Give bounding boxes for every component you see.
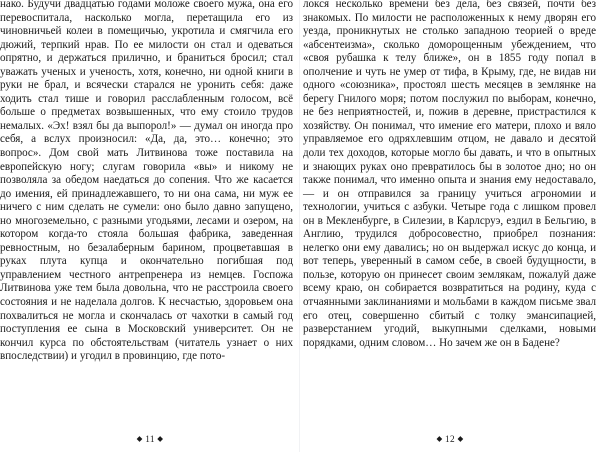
diamond-ornament-icon: ◆ — [157, 433, 164, 443]
left-page-folio — [0, 433, 304, 446]
left-page-body-text: нако. Будучи двадцатью годами моложе своего мужа, она его перевоспитала, насколько могла, перетащила его из чиновничьей колеи в помещичью, укротила и смягчила его дюжий, терпкий нрав. По ее милости он стал и одеваться опрятно, и держаться прилично, и браниться бросил; стал уважать ученых и ученость, хотя, конечно, ни одной книги в руки не брал, и всячески старался не уронить себя: даже ходить стал тише и говорил расслабленным голосом, всё больше о предметах возвышенных, что ему стоило трудов немалых. «Эх! взял бы да выпорол!» — думал он иногда про себя, а вслух произносил: «Да, да, это… конечно; это вопрос». Дом свой мать Литвинова тоже поставила на европейскую ногу; слугам говорила «вы» и никому не позволяла за обедом наедаться до сопения. Что же касается до имения, ей принадлежавшего, то ни она сама, ни муж ее ничего с ним сделать не сумели: оно было давно запущено, но многоземельно, с разными угодьями, лесами и озером, на котором когда-то стояла большая фабрика, заведенная ревностным, но безалаберным барином, процветавшая в руках плута купца и окончательно погибшая под управлением честного антрепренера из немцев. Госпожа Литвинова уже тем была довольна, что не расстроила своего состояния и не наделала долгов. К несчастью, здоровьем она похвалиться не могла и скончалась от чахотки в самый год поступления ее сына в Московский университет. Он не кончил курса по обстоятельствам (читатель узнает о них впоследствии) и угодил в провинцию, где пото- — [0, 0, 293, 363]
right-page-number: 12 — [445, 435, 455, 445]
right-page-folio — [300, 433, 600, 446]
diamond-ornament-icon: ◆ — [136, 433, 143, 443]
diamond-ornament-icon: ◆ — [457, 433, 464, 443]
right-page-body-text: локся несколько времени без дела, без связей, почти без знакомых. По милости не расположенных к нему дворян его уезда, проникнутых не столько западною теорией о вреде «абсентеизма», сколько доморощенным убеждением, что «своя рубашка к телу ближе», он в 1855 году попал в ополчение и чуть не умер от тифа, в Крыму, где, не видав ни одного «союзника», простоял шесть месяцев в землянке на берегу Гнилого моря; потом послужил по выборам, конечно, не без неприятностей, и, пожив в деревне, пристрастился к хозяйству. Он понимал, что имение его матери, плохо и вяло управляемое его одряхлевшим отцом, не давало и десятой доли тех доходов, которые могло бы давать, и что в опытных и знающих руках оно превратилось бы в золотое дно; но он также понимал, что именно опыта и знания ему недоставало, — и он отправился за границу учиться агрономии и технологии, учиться с азбуки. Четыре года с лишком провел он в Мекленбурге, в Силезии, в Карлсруэ, ездил в Бельгию, в Англию, трудился добросовестно, приобрел познания: нелегко они ему давались; но он выдержал искус до конца, и вот теперь, уверенный в самом себе, в своей будущности, в пользе, которую он принесет своим землякам, пожалуй даже всему краю, он собирается возвратиться на родину, куда с отчаянными заклинаниями и мольбами в каждом письме звал его отец, совершенно сбитый с толку эмансипацией, разверстанием угодий, выкупными сделками, новыми порядками, одним словом… Но зачем же он в Бадене? — [303, 0, 596, 349]
left-page-number: 11 — [145, 435, 155, 445]
right-page — [300, 0, 600, 452]
left-page-textblock — [0, 0, 293, 364]
right-page-textblock — [303, 0, 596, 350]
diamond-ornament-icon: ◆ — [436, 433, 443, 443]
